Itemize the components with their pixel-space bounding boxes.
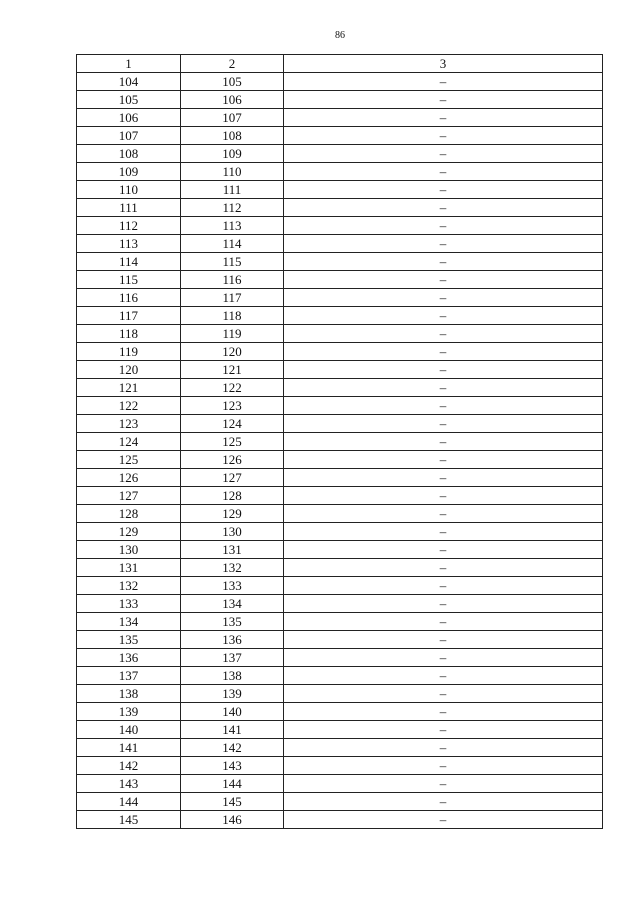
table-cell-column-2: 127 bbox=[181, 469, 284, 487]
table-cell-column-3: – bbox=[284, 613, 603, 631]
table-cell-column-1: 107 bbox=[77, 127, 181, 145]
table-cell-column-2: 110 bbox=[181, 163, 284, 181]
table-row bbox=[77, 793, 603, 811]
table-cell-column-2: 133 bbox=[181, 577, 284, 595]
table-row bbox=[77, 109, 603, 127]
table-cell-column-1: 122 bbox=[77, 397, 181, 415]
table-cell-column-1: 108 bbox=[77, 145, 181, 163]
table-cell-column-2: 115 bbox=[181, 253, 284, 271]
table-cell-column-2: 126 bbox=[181, 451, 284, 469]
table-cell-column-2: 109 bbox=[181, 145, 284, 163]
page-number: 86 bbox=[335, 30, 345, 41]
table-cell-column-2: 128 bbox=[181, 487, 284, 505]
table-cell-column-1: 131 bbox=[77, 559, 181, 577]
table-row bbox=[77, 505, 603, 523]
table-row bbox=[77, 91, 603, 109]
header-column-3: 3 bbox=[284, 55, 603, 73]
table-cell-column-3: – bbox=[284, 397, 603, 415]
table-cell-column-3: – bbox=[284, 739, 603, 757]
table-row bbox=[77, 289, 603, 307]
table-cell-column-2: 123 bbox=[181, 397, 284, 415]
table-cell-column-3: – bbox=[284, 217, 603, 235]
table-cell-column-1: 115 bbox=[77, 271, 181, 289]
table-cell-column-2: 146 bbox=[181, 811, 284, 829]
table-cell-column-3: – bbox=[284, 253, 603, 271]
table-cell-column-2: 108 bbox=[181, 127, 284, 145]
table-row bbox=[77, 685, 603, 703]
table-cell-column-2: 135 bbox=[181, 613, 284, 631]
table-cell-column-1: 128 bbox=[77, 505, 181, 523]
table-cell-column-3: – bbox=[284, 451, 603, 469]
table-cell-column-2: 136 bbox=[181, 631, 284, 649]
table-cell-column-3: – bbox=[284, 775, 603, 793]
table-cell-column-3: – bbox=[284, 505, 603, 523]
table-cell-column-3: – bbox=[284, 487, 603, 505]
table-row bbox=[77, 613, 603, 631]
table-cell-column-3: – bbox=[284, 649, 603, 667]
table-cell-column-2: 132 bbox=[181, 559, 284, 577]
table-row bbox=[77, 541, 603, 559]
header-column-1: 1 bbox=[77, 55, 181, 73]
table-cell-column-2: 111 bbox=[181, 181, 284, 199]
table-row bbox=[77, 649, 603, 667]
table-row bbox=[77, 487, 603, 505]
table-row bbox=[77, 325, 603, 343]
table-cell-column-1: 105 bbox=[77, 91, 181, 109]
table-cell-column-1: 141 bbox=[77, 739, 181, 757]
table-cell-column-1: 134 bbox=[77, 613, 181, 631]
table-cell-column-1: 109 bbox=[77, 163, 181, 181]
table-cell-column-1: 125 bbox=[77, 451, 181, 469]
table-row bbox=[77, 523, 603, 541]
table-cell-column-1: 140 bbox=[77, 721, 181, 739]
table-row bbox=[77, 73, 603, 91]
table-cell-column-2: 112 bbox=[181, 199, 284, 217]
table-row bbox=[77, 415, 603, 433]
table-row bbox=[77, 127, 603, 145]
table-cell-column-3: – bbox=[284, 181, 603, 199]
table-cell-column-1: 104 bbox=[77, 73, 181, 91]
table-row bbox=[77, 379, 603, 397]
table-cell-column-3: – bbox=[284, 271, 603, 289]
table-cell-column-1: 139 bbox=[77, 703, 181, 721]
table-cell-column-1: 138 bbox=[77, 685, 181, 703]
table-header bbox=[77, 55, 603, 73]
table-cell-column-3: – bbox=[284, 145, 603, 163]
header-row bbox=[77, 55, 603, 73]
table-row bbox=[77, 721, 603, 739]
table-cell-column-3: – bbox=[284, 595, 603, 613]
table-cell-column-2: 142 bbox=[181, 739, 284, 757]
table-cell-column-2: 105 bbox=[181, 73, 284, 91]
table-cell-column-1: 143 bbox=[77, 775, 181, 793]
table-row bbox=[77, 217, 603, 235]
table-cell-column-2: 129 bbox=[181, 505, 284, 523]
table-cell-column-2: 114 bbox=[181, 235, 284, 253]
table-cell-column-3: – bbox=[284, 199, 603, 217]
table-cell-column-2: 125 bbox=[181, 433, 284, 451]
table-cell-column-1: 130 bbox=[77, 541, 181, 559]
table-row bbox=[77, 163, 603, 181]
table-row bbox=[77, 775, 603, 793]
table-cell-column-1: 135 bbox=[77, 631, 181, 649]
table-cell-column-3: – bbox=[284, 469, 603, 487]
table-cell-column-3: – bbox=[284, 793, 603, 811]
table-row bbox=[77, 739, 603, 757]
table-cell-column-1: 142 bbox=[77, 757, 181, 775]
table-row bbox=[77, 343, 603, 361]
table-row bbox=[77, 595, 603, 613]
table-cell-column-3: – bbox=[284, 415, 603, 433]
table-cell-column-3: – bbox=[284, 343, 603, 361]
table-cell-column-2: 117 bbox=[181, 289, 284, 307]
table-row bbox=[77, 271, 603, 289]
table-row bbox=[77, 433, 603, 451]
table-row bbox=[77, 235, 603, 253]
table-cell-column-2: 119 bbox=[181, 325, 284, 343]
table-body bbox=[77, 73, 603, 829]
table-cell-column-3: – bbox=[284, 577, 603, 595]
table-cell-column-1: 118 bbox=[77, 325, 181, 343]
table-cell-column-3: – bbox=[284, 307, 603, 325]
table-cell-column-3: – bbox=[284, 127, 603, 145]
table-cell-column-3: – bbox=[284, 361, 603, 379]
table-row bbox=[77, 181, 603, 199]
table-row bbox=[77, 469, 603, 487]
table-row bbox=[77, 199, 603, 217]
table-cell-column-1: 112 bbox=[77, 217, 181, 235]
table-row bbox=[77, 577, 603, 595]
table-cell-column-2: 116 bbox=[181, 271, 284, 289]
table-row bbox=[77, 667, 603, 685]
table-cell-column-2: 138 bbox=[181, 667, 284, 685]
table-cell-column-1: 106 bbox=[77, 109, 181, 127]
table-cell-column-1: 137 bbox=[77, 667, 181, 685]
table-cell-column-2: 143 bbox=[181, 757, 284, 775]
table-cell-column-3: – bbox=[284, 73, 603, 91]
table-cell-column-1: 124 bbox=[77, 433, 181, 451]
table-cell-column-1: 133 bbox=[77, 595, 181, 613]
header-column-2: 2 bbox=[181, 55, 284, 73]
table-row bbox=[77, 757, 603, 775]
table-cell-column-3: – bbox=[284, 685, 603, 703]
table-cell-column-2: 124 bbox=[181, 415, 284, 433]
table-row bbox=[77, 631, 603, 649]
table-cell-column-1: 126 bbox=[77, 469, 181, 487]
table-cell-column-1: 114 bbox=[77, 253, 181, 271]
table-cell-column-2: 131 bbox=[181, 541, 284, 559]
table-cell-column-2: 107 bbox=[181, 109, 284, 127]
table-cell-column-3: – bbox=[284, 163, 603, 181]
table-cell-column-3: – bbox=[284, 631, 603, 649]
table-cell-column-3: – bbox=[284, 91, 603, 109]
data-table bbox=[76, 54, 603, 829]
table-cell-column-3: – bbox=[284, 235, 603, 253]
table-cell-column-3: – bbox=[284, 109, 603, 127]
table-cell-column-3: – bbox=[284, 325, 603, 343]
table-row bbox=[77, 811, 603, 829]
table-cell-column-2: 139 bbox=[181, 685, 284, 703]
table-cell-column-1: 113 bbox=[77, 235, 181, 253]
table-cell-column-1: 144 bbox=[77, 793, 181, 811]
table-cell-column-1: 123 bbox=[77, 415, 181, 433]
table-cell-column-1: 121 bbox=[77, 379, 181, 397]
table-cell-column-3: – bbox=[284, 289, 603, 307]
table-cell-column-2: 140 bbox=[181, 703, 284, 721]
table-cell-column-2: 122 bbox=[181, 379, 284, 397]
table-cell-column-2: 130 bbox=[181, 523, 284, 541]
table-row bbox=[77, 253, 603, 271]
table-cell-column-3: – bbox=[284, 541, 603, 559]
table-row bbox=[77, 397, 603, 415]
table-cell-column-3: – bbox=[284, 667, 603, 685]
table-row bbox=[77, 703, 603, 721]
table-cell-column-1: 129 bbox=[77, 523, 181, 541]
table-cell-column-1: 120 bbox=[77, 361, 181, 379]
table-cell-column-3: – bbox=[284, 559, 603, 577]
table-cell-column-3: – bbox=[284, 703, 603, 721]
table-row bbox=[77, 451, 603, 469]
table-cell-column-3: – bbox=[284, 379, 603, 397]
table-cell-column-1: 117 bbox=[77, 307, 181, 325]
table-cell-column-1: 119 bbox=[77, 343, 181, 361]
table-cell-column-3: – bbox=[284, 721, 603, 739]
table-cell-column-2: 145 bbox=[181, 793, 284, 811]
table-row bbox=[77, 559, 603, 577]
table-cell-column-2: 137 bbox=[181, 649, 284, 667]
table-cell-column-1: 132 bbox=[77, 577, 181, 595]
table-cell-column-2: 113 bbox=[181, 217, 284, 235]
table-cell-column-2: 121 bbox=[181, 361, 284, 379]
table-cell-column-1: 136 bbox=[77, 649, 181, 667]
table-cell-column-2: 134 bbox=[181, 595, 284, 613]
table-cell-column-2: 144 bbox=[181, 775, 284, 793]
table-cell-column-1: 110 bbox=[77, 181, 181, 199]
table-cell-column-3: – bbox=[284, 433, 603, 451]
table-cell-column-1: 116 bbox=[77, 289, 181, 307]
table-cell-column-1: 145 bbox=[77, 811, 181, 829]
table-cell-column-3: – bbox=[284, 757, 603, 775]
table-cell-column-3: – bbox=[284, 523, 603, 541]
table-row bbox=[77, 361, 603, 379]
table-row bbox=[77, 307, 603, 325]
table-cell-column-1: 111 bbox=[77, 199, 181, 217]
table-cell-column-2: 141 bbox=[181, 721, 284, 739]
table-cell-column-2: 118 bbox=[181, 307, 284, 325]
table-cell-column-3: – bbox=[284, 811, 603, 829]
table-cell-column-2: 120 bbox=[181, 343, 284, 361]
table-cell-column-1: 127 bbox=[77, 487, 181, 505]
table-row bbox=[77, 145, 603, 163]
table-cell-column-2: 106 bbox=[181, 91, 284, 109]
